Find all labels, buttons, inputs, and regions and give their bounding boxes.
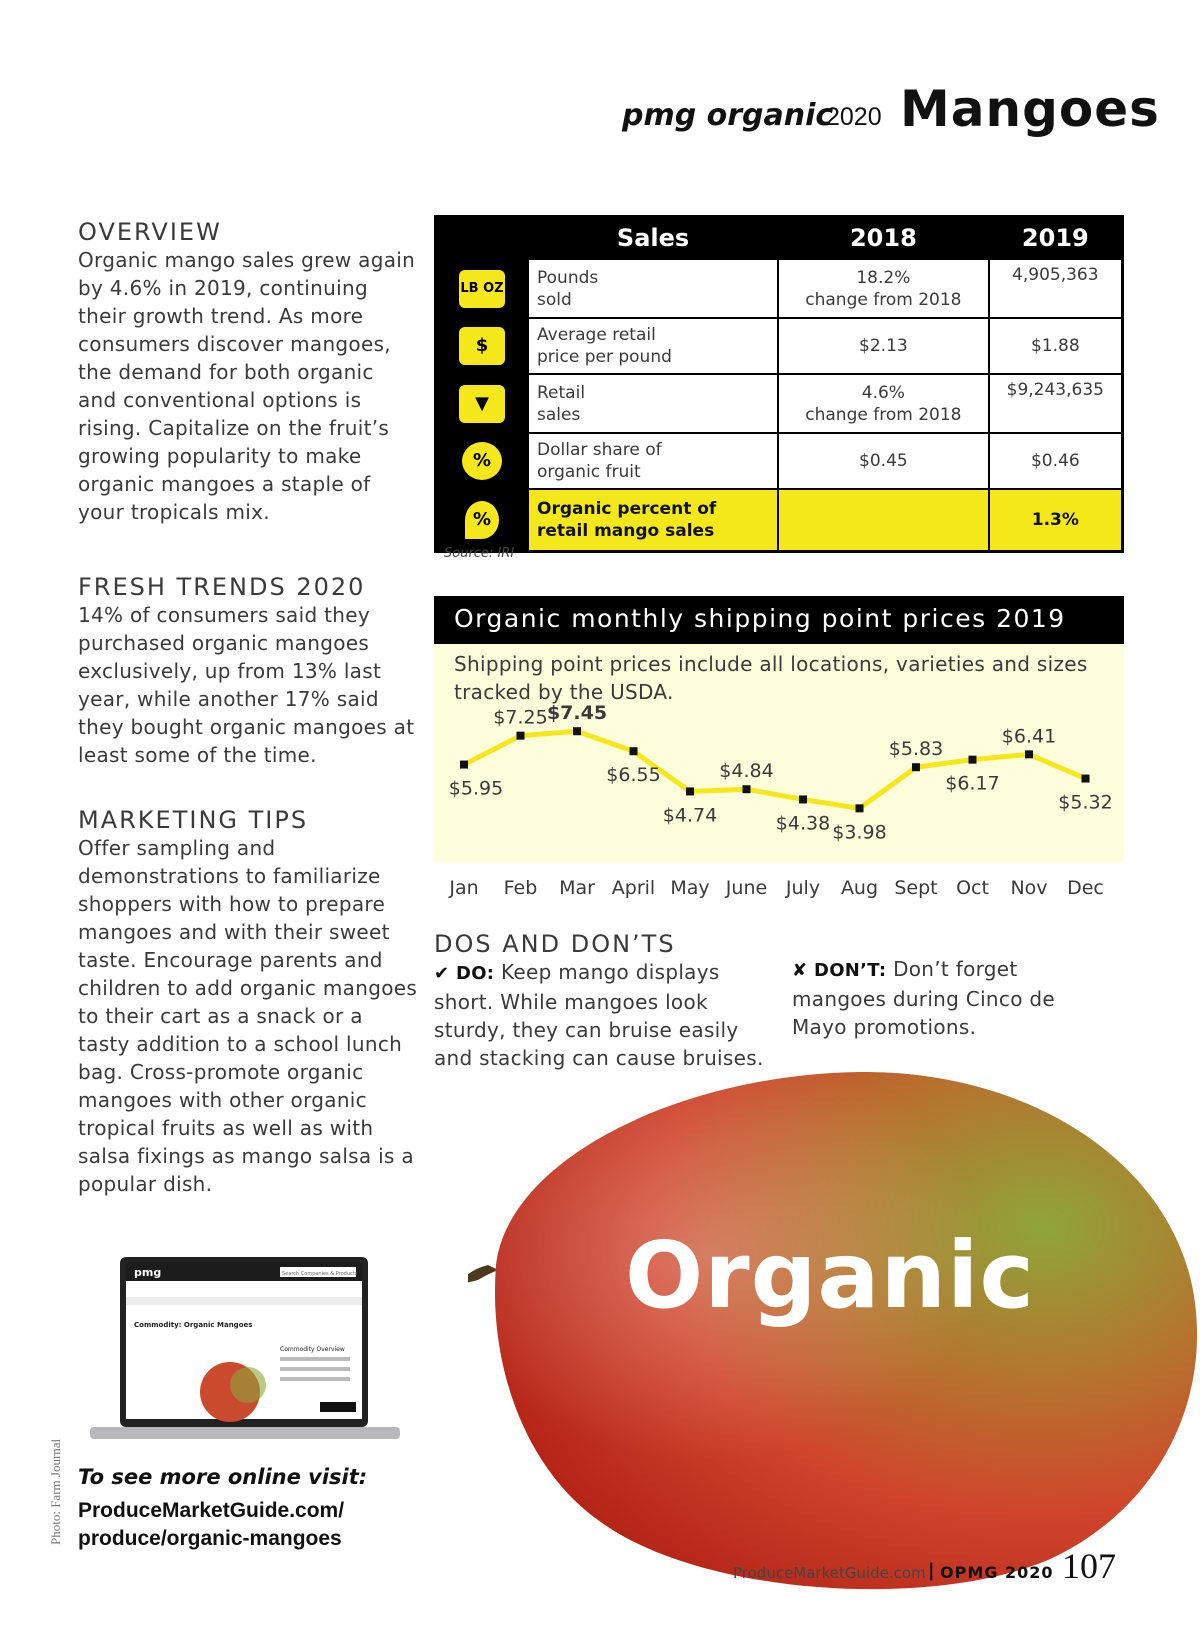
photo-credit: Photo: Farm Journal [48, 1438, 63, 1545]
month-label-dec: Dec [1067, 877, 1104, 899]
header-2019: 2019 [989, 217, 1123, 260]
value-2018-note: change from 2018 [805, 289, 962, 310]
laptop-screenshot [90, 1257, 400, 1447]
data-label-april: $6.55 [606, 764, 661, 787]
label-line-1: Organic percent of [537, 499, 717, 519]
do-tip [434, 958, 764, 1072]
header-sales: Sales [528, 217, 778, 260]
laptop-sidebar-heading: Commodity Overview [280, 1346, 345, 1353]
data-point-dec [1082, 775, 1090, 783]
page-title: Mangoes [900, 80, 1160, 138]
footer-divider: | [928, 1560, 935, 1581]
footer-site: ProduceMarketGuide.com [733, 1564, 926, 1582]
chart-title: Organic monthly shipping point prices 2019 [454, 604, 1066, 633]
marketing-tips-body: Offer sampling and demonstrations to familiarize shoppers with how to prepare mangoes and with their sweet taste. Encourage parents and children to add organic mangoes to their cart as a snack or a tasty addition to a school lunch bag. Cross-promote organic mangoes with other organic tropical fruits as well as with salsa fixings as mango salsa is a popular dish. [78, 836, 418, 1196]
price-series-line [464, 731, 1086, 808]
data-label-sept: $5.83 [888, 738, 944, 761]
cell-2019: $0.46 [989, 433, 1123, 489]
laptop-logo: pmg [134, 1266, 162, 1279]
month-label-aug: Aug [840, 877, 879, 899]
data-label-mar: $7.45 [546, 702, 608, 725]
footer-brand: OPMG 2020 [940, 1563, 1054, 1582]
url-line-1[interactable]: ProduceMarketGuide.com/ [78, 1499, 345, 1522]
data-point-sept [912, 763, 920, 771]
marketing-tips-section [78, 806, 418, 1198]
month-label-july: July [785, 877, 821, 899]
label-line-2: price per pound [537, 347, 672, 367]
label-line-2: sold [537, 289, 572, 310]
data-label-may: $4.74 [662, 804, 718, 827]
dont-label: ✘ DON’T: [792, 960, 887, 981]
value-2018: 18.2% [856, 267, 911, 288]
do-text: Keep mango displays short. While mangoes look sturdy, they can bruise easily and stacking can cause bruises. [434, 960, 764, 1070]
data-label-dec: $5.32 [1058, 791, 1113, 814]
marketing-tips-heading: MARKETING TIPS [78, 806, 309, 834]
cell-2018: $0.45 [778, 433, 989, 489]
row-label [528, 374, 778, 433]
mango-photo [468, 1070, 1200, 1590]
url-line-2[interactable]: produce/organic-mangoes [78, 1527, 342, 1550]
price-line-chart [434, 644, 1134, 914]
value-2018-note: change from 2018 [805, 404, 962, 425]
data-point-april [630, 747, 638, 755]
header-2018: 2018 [778, 217, 989, 260]
cell-2019: $9,243,635 [989, 374, 1123, 433]
header-icon-cell [436, 217, 529, 260]
laptop-page-heading: Commodity: Organic Mangoes [134, 1321, 253, 1329]
label-line-1: Average retail [537, 325, 656, 345]
data-label-nov: $6.41 [1001, 725, 1057, 748]
dont-tip [792, 955, 1112, 1041]
percent-badge-icon [436, 433, 529, 489]
month-label-june: June [725, 877, 768, 899]
row-label [528, 259, 778, 318]
brand-logo-text: pmg organic [622, 98, 834, 133]
row-label [528, 489, 778, 552]
month-label-may: May [670, 877, 710, 899]
row-icon-glyph: % [460, 440, 504, 482]
dos-donts-heading: DOS AND DON’TS [434, 930, 676, 958]
table-row [436, 433, 1123, 489]
overview-heading: OVERVIEW [78, 218, 222, 246]
data-point-aug [856, 804, 864, 812]
data-label-july: $4.38 [775, 812, 831, 835]
data-point-jan [460, 761, 468, 769]
month-label-sept: Sept [894, 877, 938, 899]
month-label-nov: Nov [1010, 877, 1048, 899]
table-row-highlight [436, 489, 1123, 552]
data-label-june: $4.84 [719, 760, 774, 783]
header-year: 2020 [826, 103, 882, 131]
table-source: Source: IRI [444, 546, 515, 561]
cell-2018: $2.13 [778, 318, 989, 374]
data-label-oct: $6.17 [945, 772, 1000, 795]
data-point-nov [1025, 750, 1033, 758]
data-point-mar [573, 727, 581, 735]
data-point-may [686, 787, 694, 795]
price-tag-icon [436, 318, 529, 374]
row-icon-glyph: LB OZ [457, 268, 507, 310]
page-number: 107 [1062, 1546, 1116, 1586]
dont-text: Don’t forget mangoes during Cinco de Mayo promotions. [792, 957, 1055, 1039]
percent-tag-icon [436, 489, 529, 552]
fresh-trends-section [78, 573, 418, 769]
table-row [436, 259, 1123, 318]
sales-table-header [436, 217, 1123, 260]
shopping-bags-icon [436, 259, 529, 318]
overview-section [78, 218, 418, 526]
table-row [436, 374, 1123, 433]
month-label-jan: Jan [449, 877, 479, 899]
fresh-trends-body: 14% of consumers said they purchased organic mangoes exclusively, up from 13% last year, while another 17% said they bought organic mangoes at least some of the time. [78, 603, 415, 767]
do-label: ✔ DO: [434, 963, 495, 984]
fresh-trends-heading: FRESH TRENDS 2020 [78, 573, 366, 601]
cell-2019: $1.88 [989, 318, 1123, 374]
data-label-jan: $5.95 [448, 777, 504, 800]
data-point-july [799, 795, 807, 803]
cell-2018 [778, 374, 989, 433]
data-point-june [743, 785, 751, 793]
chart-subtitle: Shipping point prices include all locations, varieties and sizes tracked by the USDA. [454, 652, 1088, 704]
month-label-april: April [611, 877, 656, 899]
visit-url[interactable] [78, 1497, 344, 1553]
laptop-search: Search Companies & Products [282, 1271, 358, 1277]
month-label-mar: Mar [559, 877, 595, 899]
organic-overlay-text: Organic [625, 1222, 1036, 1329]
label-line-2: organic fruit [537, 462, 641, 482]
label-line-2: sales [537, 404, 581, 425]
data-point-oct [969, 756, 977, 764]
table-row [436, 318, 1123, 374]
row-icon-glyph: $ [457, 325, 507, 367]
data-label-aug: $3.98 [832, 821, 887, 844]
visit-label: To see more online visit: [78, 1465, 368, 1489]
sales-table [434, 215, 1124, 553]
month-label-feb: Feb [503, 877, 538, 899]
cell-2018 [778, 489, 989, 552]
label-line-1: Dollar share of [537, 440, 662, 460]
data-label-feb: $7.25 [493, 706, 548, 729]
value-2018: 4.6% [861, 382, 905, 403]
cell-2019: 4,905,363 [989, 259, 1123, 318]
basket-icon [436, 374, 529, 433]
row-label [528, 318, 778, 374]
data-point-feb [517, 732, 525, 740]
row-icon-glyph: ▼ [457, 383, 507, 425]
cell-2019: 1.3% [989, 489, 1123, 552]
row-icon-glyph: % [463, 499, 501, 541]
overview-body: Organic mango sales grew again by 4.6% in 2019, continuing their growth trend. As more consumers discover mangoes, the demand for both organic and conventional options is rising. Capitalize on the fruit’s growing popularity to make organic mangoes a staple of your tropicals mix. [78, 248, 416, 524]
row-label [528, 433, 778, 489]
month-label-oct: Oct [956, 877, 989, 899]
cell-2018 [778, 259, 989, 318]
label-line-1: Pounds [537, 267, 599, 288]
label-line-1: Retail [537, 382, 586, 403]
label-line-2: retail mango sales [537, 521, 715, 541]
